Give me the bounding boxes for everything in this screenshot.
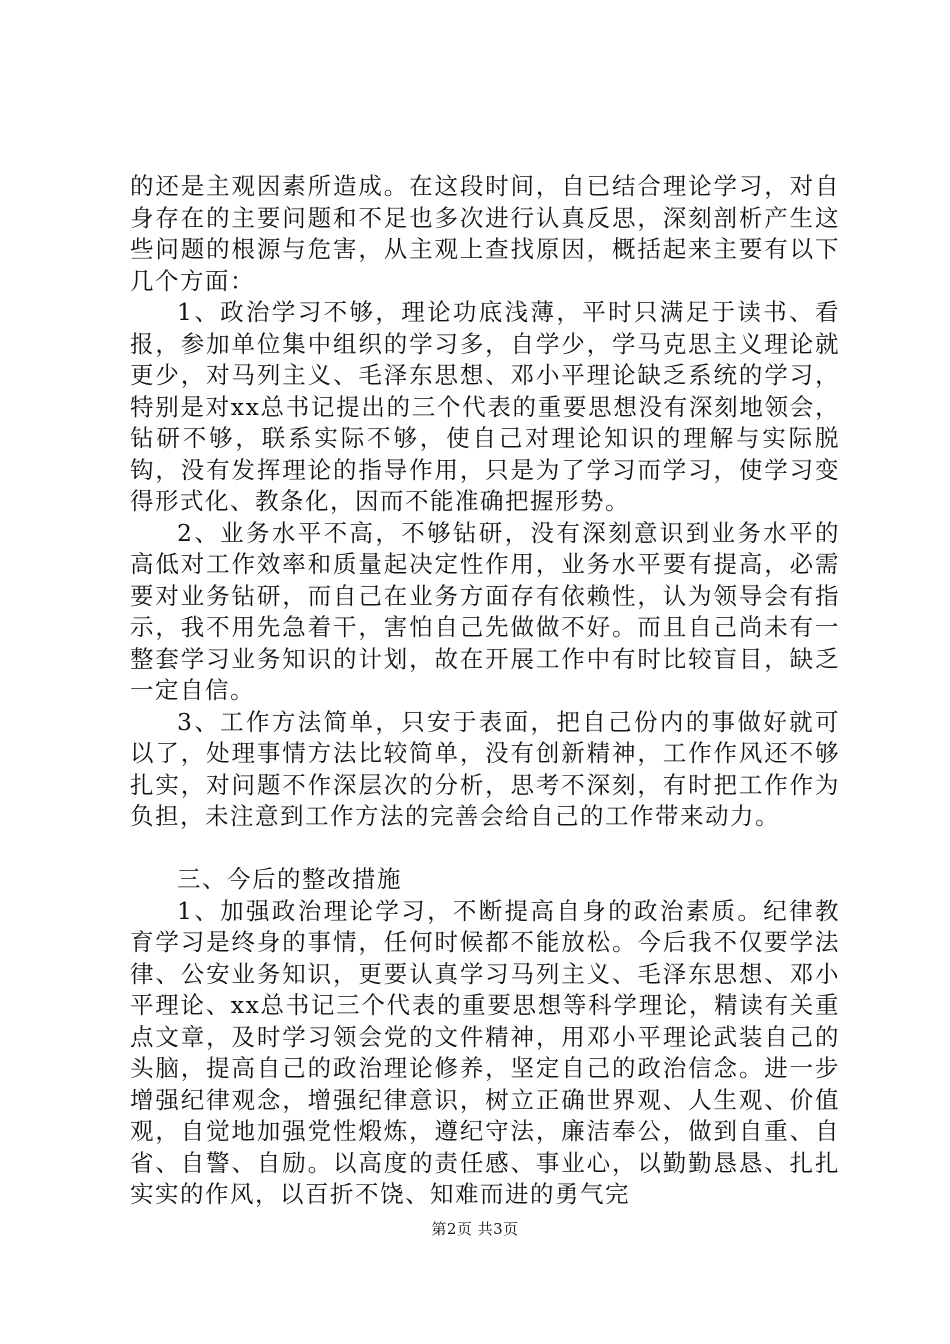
paragraph-point-2: 2、业务水平不高，不够钻研，没有深刻意识到业务水平的高低对工作效率和质量起决定性作用，业务水平要有提高，必需要对业务钻研，而自己在业务方面存有依赖性，认为领导会有指示，我不用先急着干，害怕自己先做做不好。而且自己尚未有一整套学习业务知识的计划，故在开展工作中有时比较盲目，缺乏一定自信。 xyxy=(130,518,840,704)
paragraph-spacer xyxy=(130,833,840,865)
section-heading: 三、今后的整改措施 xyxy=(177,865,402,893)
paragraph-point-3: 3、工作方法简单，只安于表面，把自己份内的事做好就可以了，处理事情方法比较简单，没有创新精神，工作作风还不够扎实，对问题不作深层次的分析，思考不深刻，有时把工作作为负担，未注意到工作方法的完善会给自己的工作带来动力。 xyxy=(130,707,840,830)
paragraph-continuation: 的还是主观因素所造成。在这段时间，自已结合理论学习，对自身存在的主要问题和不足也多次进行认真反思，深刻剖析产生这些问题的根源与危害，从主观上查找原因，概括起来主要有以下几个方面： xyxy=(130,172,840,295)
paragraph-measure-1: 1、加强政治理论学习，不断提高自身的政治素质。纪律教育学习是终身的事情，任何时候都不能放松。今后我不仅要学法律、公安业务知识，更要认真学习马列主义、毛泽东思想、邓小平理论、xx总书记三个代表的重要思想等科学理论，精读有关重点文章，及时学习领会党的文件精神，用邓小平理论武装自己的头脑，提高自己的政治理论修养，坚定自己的政治信念。进一步增强纪律观念，增强纪律意识，树立正确世界观、人生观、价值观，自觉地加强党性煅炼，遵纪守法，廉洁奉公，做到自重、自省、自警、自励。以高度的责任感、事业心，以勤勤恳恳、扎扎实实的作风，以百折不饶、知难而进的勇气完 xyxy=(130,896,840,1208)
paragraph-point-1: 1、政治学习不够，理论功底浅薄，平时只满足于读书、看报，参加单位集中组织的学习多，自学少，学马克思主义理论就更少，对马列主义、毛泽东思想、邓小平理论缺乏系统的学习，特别是对xx总书记提出的三个代表的重要思想没有深刻地领会，钻研不够，联系实际不够，使自己对理论知识的理解与实际脱钩，没有发挥理论的指导作用，只是为了学习而学习，使学习变得形式化、教条化，因而不能准确把握形势。 xyxy=(130,298,840,515)
page-number-footer: 第2页 共3页 xyxy=(431,1220,519,1238)
document-body xyxy=(130,171,840,1211)
